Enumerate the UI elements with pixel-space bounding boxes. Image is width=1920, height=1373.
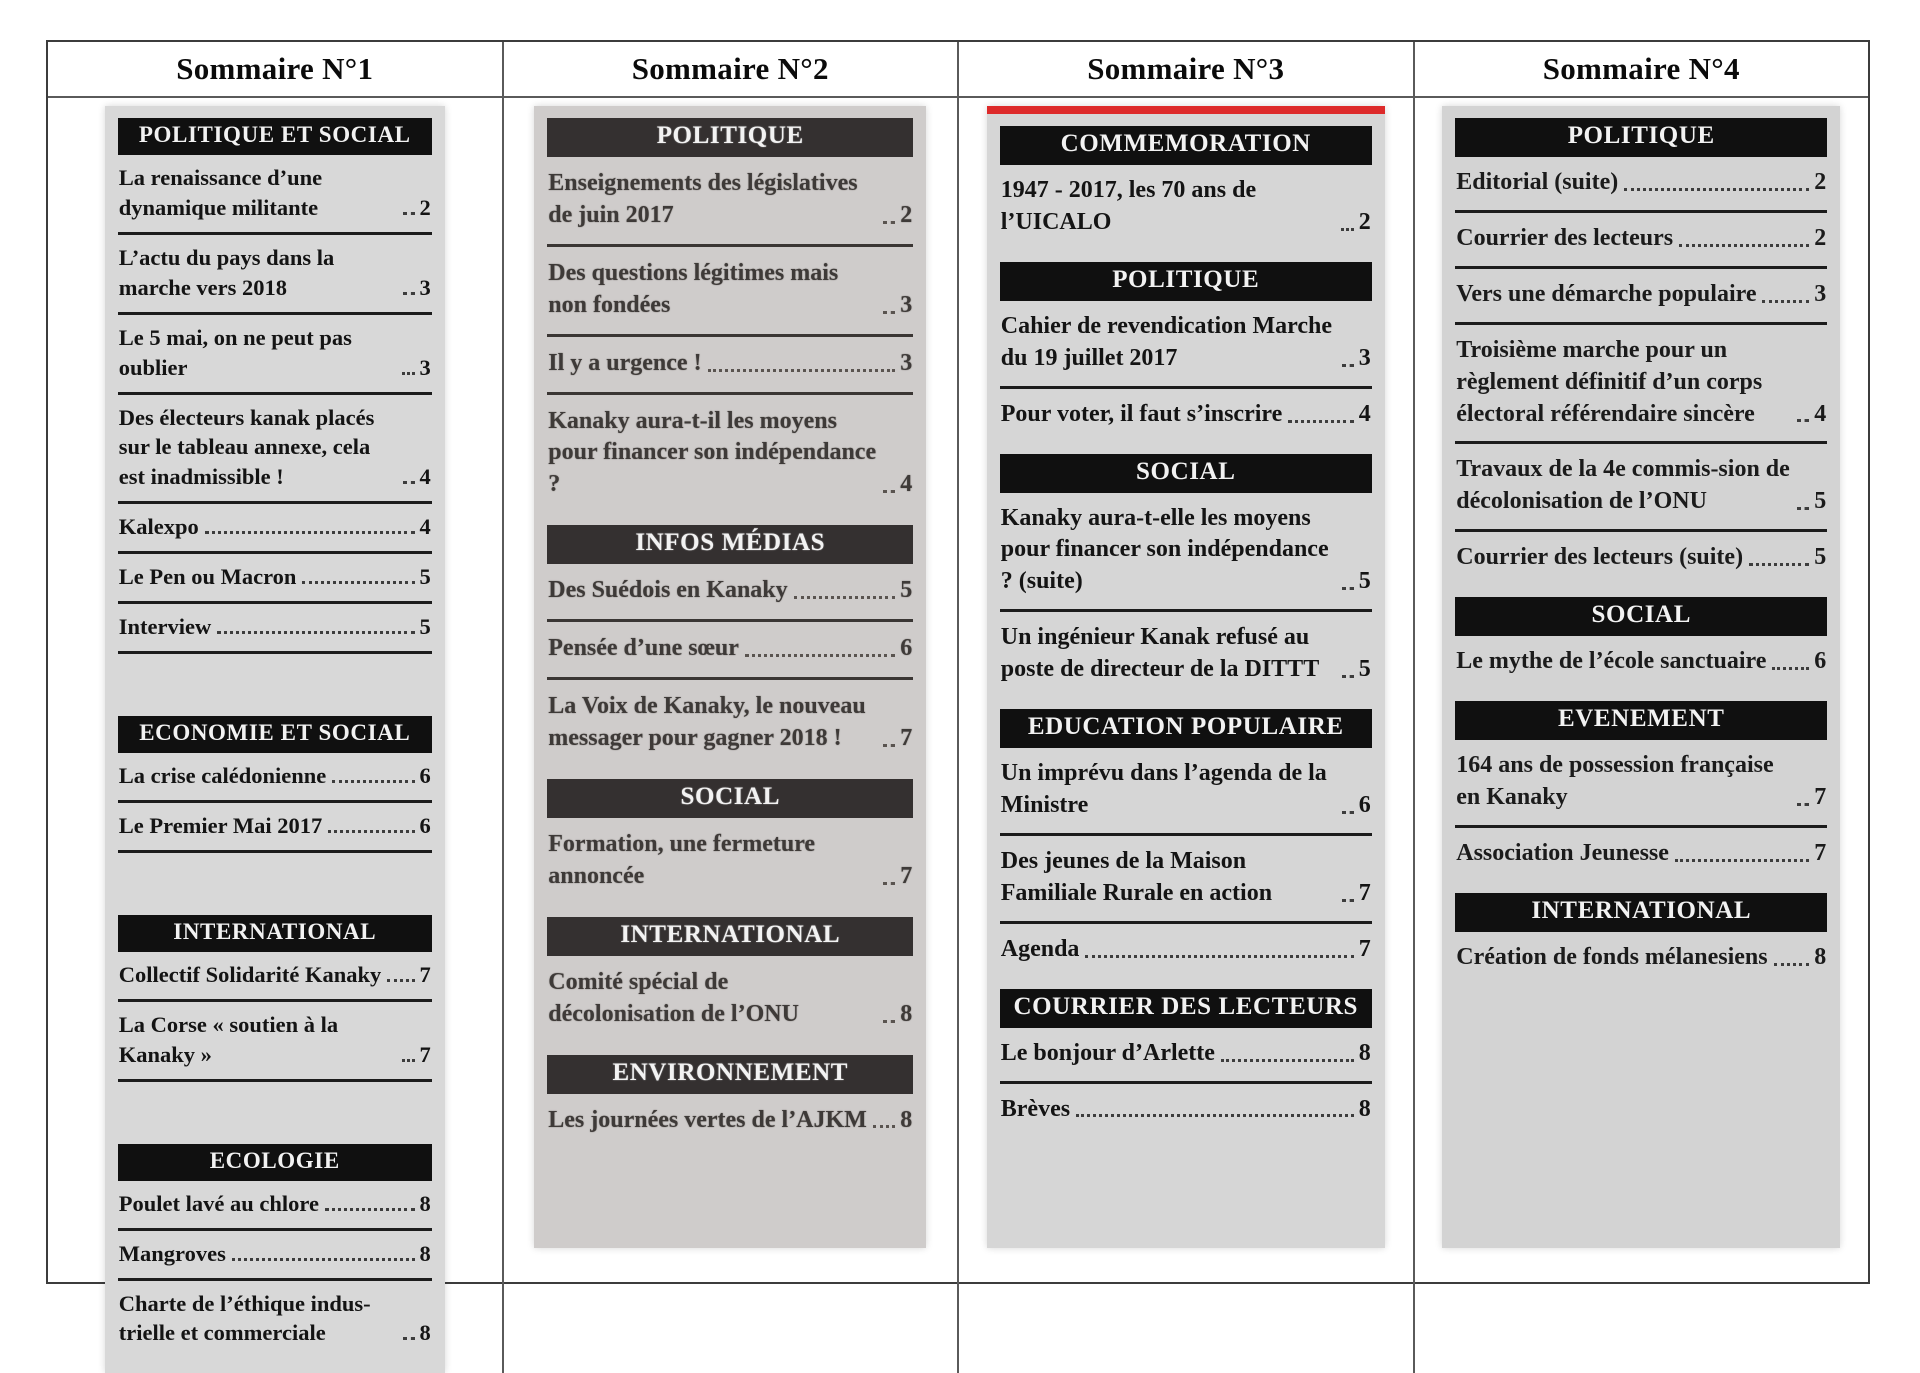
- toc-item-title: Formation, une fermeture annoncée: [548, 830, 816, 889]
- section: [1000, 989, 1372, 1137]
- dot-leader: [883, 490, 895, 493]
- dot-leader: [1675, 859, 1809, 862]
- section-header: EDUCATION POPULAIRE: [1000, 709, 1372, 748]
- page-number: 7: [1358, 935, 1371, 962]
- toc-item-title: Poulet lavé au chlore: [118, 1190, 319, 1216]
- toc-item-title: Un ingénieur Kanak refusé au poste de directeur de la DITTT: [1000, 624, 1320, 683]
- page-number: 6: [419, 763, 431, 789]
- toc-item-title: Interview: [118, 614, 212, 640]
- column-cell-4: [1415, 98, 1869, 1373]
- dot-leader: [794, 596, 896, 599]
- scan-box-1: [105, 106, 445, 1373]
- dot-leader: [708, 369, 896, 372]
- toc-item-title: Le bonjour d’Arlette: [1000, 1039, 1215, 1066]
- toc-item: [1455, 213, 1827, 269]
- page-number: 6: [1358, 791, 1371, 818]
- section-header: COMMEMORATION: [1000, 126, 1372, 165]
- page-number: 8: [419, 1320, 431, 1346]
- toc-item: [1455, 325, 1827, 445]
- page-number: 6: [1814, 648, 1827, 675]
- page-number: 3: [1814, 280, 1827, 307]
- toc-item-title: La Corse « soutien à la Kanaky »: [118, 1011, 339, 1067]
- dot-leader: [1221, 1059, 1354, 1062]
- toc-item: [118, 604, 432, 654]
- dot-leader: [325, 1208, 415, 1211]
- toc-item: [1000, 165, 1372, 250]
- section-header: COURRIER DES LECTEURS: [1000, 989, 1372, 1028]
- page-number: 7: [900, 724, 913, 751]
- dot-leader: [402, 1059, 414, 1062]
- page-number: 2: [900, 201, 913, 228]
- page-number: 5: [1358, 656, 1371, 683]
- page-number: 7: [1358, 879, 1371, 906]
- toc-item-title: L’actu du pays dans la marche vers 2018: [118, 244, 335, 300]
- section-header: POLITIQUE: [1455, 118, 1827, 157]
- section-header: POLITIQUE ET SOCIAL: [118, 118, 432, 155]
- toc-item: [547, 818, 913, 905]
- page-number: 7: [900, 862, 913, 889]
- dot-leader: [745, 654, 895, 657]
- section: [547, 917, 913, 1043]
- red-top-bar: [987, 106, 1385, 114]
- page-number: 4: [419, 464, 431, 490]
- page-number: 5: [1814, 488, 1827, 515]
- toc-item: [547, 395, 913, 514]
- page-number: 6: [900, 635, 913, 662]
- toc-item-title: Cahier de revendication Marche du 19 juillet 2017: [1000, 312, 1333, 371]
- page-number: 5: [419, 564, 431, 590]
- page-number: 7: [1814, 839, 1827, 866]
- dot-leader: [1342, 811, 1354, 814]
- toc-item: [118, 155, 432, 235]
- toc-item-title: Enseignements des législatives de juin 2017: [548, 170, 858, 228]
- toc-item: [1000, 1028, 1372, 1084]
- toc-item: [1000, 493, 1372, 613]
- dot-leader: [217, 631, 414, 634]
- page-number: 3: [900, 349, 913, 376]
- dot-leader: [403, 292, 415, 295]
- section: [1455, 118, 1827, 585]
- section: [1000, 454, 1372, 698]
- dot-leader: [1797, 803, 1809, 806]
- toc-item: [1455, 269, 1827, 325]
- dot-leader: [302, 581, 414, 584]
- page-number: 3: [419, 354, 431, 380]
- section: [1000, 709, 1372, 977]
- dot-leader: [1342, 364, 1354, 367]
- toc-item-title: Des Suédois en Kanaky: [548, 577, 788, 604]
- section: [547, 1055, 913, 1149]
- toc-item-title: Courrier des lecteurs: [1456, 224, 1674, 251]
- toc-item: [118, 1002, 432, 1082]
- toc-item: [118, 395, 432, 505]
- toc-item-title: Brèves: [1000, 1095, 1071, 1122]
- page-number: 5: [900, 577, 913, 604]
- section-header: INTERNATIONAL: [547, 917, 913, 956]
- section: [1000, 126, 1372, 250]
- toc-item: [1000, 924, 1372, 977]
- dot-leader: [332, 780, 414, 783]
- column-cell-3: [959, 98, 1415, 1373]
- page-number: 2: [1358, 208, 1371, 235]
- toc-item-title: Travaux de la 4e commis-sion de décolonisation de l’ONU: [1456, 456, 1790, 515]
- toc-item: [118, 235, 432, 315]
- toc-item-title: Création de fonds mélanesiens: [1456, 943, 1768, 970]
- page-number: 5: [419, 614, 431, 640]
- section: [1455, 597, 1827, 689]
- toc-item: [1000, 612, 1372, 697]
- dot-leader: [1797, 507, 1809, 510]
- toc-item: [1000, 301, 1372, 389]
- toc-item: [547, 157, 913, 247]
- toc-item-title: Le Pen ou Macron: [118, 564, 297, 590]
- dot-leader: [883, 882, 895, 885]
- page-number: 8: [900, 1106, 913, 1133]
- page-number: 2: [1814, 224, 1827, 251]
- section-header: ECOLOGIE: [118, 1144, 432, 1181]
- toc-item: [118, 1281, 432, 1358]
- scan-box-2: [534, 106, 926, 1248]
- section-header: INFOS MÉDIAS: [547, 525, 913, 564]
- toc-item: [1455, 932, 1827, 985]
- page-number: 7: [419, 961, 431, 987]
- toc-item: [1455, 157, 1827, 213]
- page-number: 5: [1358, 568, 1371, 595]
- table-header-row: [48, 42, 1868, 98]
- toc-item-title: Association Jeunesse: [1456, 839, 1669, 866]
- section: [547, 779, 913, 905]
- toc-item: [547, 622, 913, 680]
- toc-item-title: Pour voter, il faut s’inscrire: [1000, 400, 1283, 427]
- page-number: 8: [900, 1000, 913, 1027]
- toc-item-title: La renaissance d’une dynamique militante: [118, 165, 323, 220]
- toc-item-title: Des questions légitimes mais non fondées: [548, 259, 839, 318]
- toc-item: [118, 952, 432, 1002]
- section-header: ENVIRONNEMENT: [547, 1055, 913, 1094]
- toc-item-title: Pensée d’une sœur: [548, 635, 739, 662]
- section: [1000, 262, 1372, 442]
- dot-leader: [403, 1337, 415, 1340]
- toc-item: [1455, 636, 1827, 689]
- dot-leader: [387, 979, 414, 982]
- toc-item: [547, 680, 913, 767]
- toc-item: [1000, 1084, 1372, 1137]
- toc-item-title: Collectif Solidarité Kanaky: [118, 961, 382, 987]
- section: [118, 915, 432, 1082]
- dot-leader: [1342, 587, 1354, 590]
- page-number: 2: [419, 194, 431, 220]
- section: [118, 716, 432, 853]
- toc-item: [118, 504, 432, 554]
- section: [1455, 893, 1827, 985]
- dot-leader: [1749, 563, 1809, 566]
- toc-item-title: Kanaky aura-t-elle les moyens pour financer son indépendance ? (suite): [1000, 504, 1329, 595]
- toc-item-title: Le 5 mai, on ne peut pas oublier: [118, 324, 352, 380]
- dot-leader: [1772, 667, 1809, 670]
- page-number: 4: [1814, 400, 1827, 427]
- toc-item-title: 164 ans de possession française en Kanaky: [1456, 752, 1774, 810]
- toc-item-title: Les journées vertes de l’AJKM: [548, 1106, 867, 1133]
- toc-item-title: Le Premier Mai 2017: [118, 812, 323, 838]
- dot-leader: [883, 1020, 895, 1023]
- toc-item: [547, 956, 913, 1043]
- toc-item-title: Kalexpo: [118, 514, 199, 540]
- page-number: 6: [419, 812, 431, 838]
- toc-item-title: Un imprévu dans l’agenda de la Ministre: [1000, 760, 1327, 818]
- dot-leader: [1774, 963, 1810, 966]
- section: [118, 118, 432, 654]
- section: [547, 118, 913, 513]
- toc-item: [1000, 748, 1372, 836]
- dot-leader: [883, 221, 895, 224]
- toc-item-title: Kanaky aura-t-il les moyens pour financer son indépendance ?: [548, 407, 877, 498]
- dot-leader: [402, 372, 415, 375]
- section-header: SOCIAL: [547, 779, 913, 818]
- page-number: 3: [1358, 344, 1371, 371]
- toc-item: [118, 1231, 432, 1281]
- scan-box-4: [1442, 106, 1840, 1248]
- toc-item: [1000, 389, 1372, 442]
- section: [1455, 701, 1827, 881]
- dot-leader: [232, 1258, 415, 1261]
- dot-leader: [1342, 675, 1354, 678]
- section-header: EVENEMENT: [1455, 701, 1827, 740]
- dot-leader: [873, 1125, 895, 1128]
- header-cell-sommaire-1: Sommaire N°1: [48, 42, 504, 96]
- dot-leader: [205, 531, 415, 534]
- dot-leader: [1076, 1114, 1354, 1117]
- page-number: 2: [1814, 169, 1827, 195]
- scan-box-3: [987, 106, 1385, 1248]
- toc-item-title: 1947 - 2017, les 70 ans de l’UICALO: [1000, 177, 1257, 235]
- dot-leader: [1679, 244, 1809, 247]
- column-cell-1: [48, 98, 504, 1373]
- page-number: 8: [1358, 1039, 1371, 1066]
- toc-item-title: Troisième marche pour un règlement définitif d’un corps électoral référendaire sincère: [1456, 336, 1763, 427]
- page-number: 4: [419, 514, 431, 540]
- toc-item-title: Mangroves: [118, 1240, 226, 1266]
- page-number: 4: [1358, 400, 1371, 427]
- toc-item: [118, 803, 432, 853]
- toc-item: [118, 1181, 432, 1231]
- toc-item-title: Des électeurs kanak placés sur le tableau annexe, cela est inadmissible !: [118, 404, 375, 490]
- column-cell-2: [504, 98, 960, 1373]
- section-header: SOCIAL: [1455, 597, 1827, 636]
- page-number: 5: [1814, 544, 1827, 571]
- toc-item: [1455, 828, 1827, 881]
- table-body-row: [48, 98, 1868, 1373]
- page-number: 8: [1814, 943, 1827, 970]
- toc-item-title: Charte de l’éthique indus-trielle et commerciale: [118, 1290, 371, 1346]
- dot-leader: [1342, 899, 1354, 902]
- dot-leader: [1288, 420, 1353, 423]
- toc-item-title: Agenda: [1000, 935, 1080, 962]
- dot-leader: [1762, 300, 1809, 303]
- header-cell-sommaire-4: Sommaire N°4: [1542, 51, 1740, 86]
- section: [547, 525, 913, 767]
- dot-leader: [328, 830, 414, 833]
- page-number: 3: [900, 291, 913, 318]
- toc-item: [1455, 740, 1827, 828]
- dot-leader: [1797, 419, 1809, 422]
- page-number: 7: [1814, 783, 1827, 810]
- page-number: 8: [419, 1240, 431, 1266]
- toc-item: [1455, 532, 1827, 585]
- toc-item: [118, 554, 432, 604]
- page-number: 7: [419, 1041, 431, 1067]
- dot-leader: [883, 311, 895, 314]
- section-header: ECONOMIE ET SOCIAL: [118, 716, 432, 753]
- toc-item-title: Comité spécial de décolonisation de l’ONU: [548, 968, 799, 1027]
- toc-item-title: Courrier des lecteurs (suite): [1456, 544, 1744, 571]
- toc-item-title: Le mythe de l’école sanctuaire: [1456, 648, 1767, 675]
- dot-leader: [403, 481, 415, 484]
- toc-item-title: Vers une démarche populaire: [1456, 280, 1757, 307]
- toc-item: [547, 247, 913, 337]
- toc-item: [118, 315, 432, 395]
- page-number: 8: [419, 1190, 431, 1216]
- section-header: POLITIQUE: [547, 118, 913, 157]
- header-cell-sommaire-2: Sommaire N°2: [504, 42, 960, 96]
- sommaire-table: [46, 40, 1870, 1346]
- section-header: POLITIQUE: [1000, 262, 1372, 301]
- toc-item: [547, 337, 913, 395]
- page-number: 4: [900, 471, 913, 498]
- dot-leader: [883, 744, 895, 747]
- toc-item-title: La crise calédonienne: [118, 763, 327, 789]
- section-header: INTERNATIONAL: [1455, 893, 1827, 932]
- toc-item: [118, 753, 432, 803]
- page-number: 8: [1358, 1095, 1371, 1122]
- toc-item-title: Il y a urgence !: [548, 349, 702, 376]
- dot-leader: [403, 212, 415, 215]
- section: [118, 1144, 432, 1358]
- toc-item: [547, 564, 913, 622]
- section-header: INTERNATIONAL: [118, 915, 432, 952]
- section-header: SOCIAL: [1000, 454, 1372, 493]
- toc-item: [547, 1094, 913, 1149]
- header-cell-sommaire-3: Sommaire N°3: [959, 42, 1415, 96]
- dot-leader: [1085, 955, 1353, 958]
- toc-item-title: Des jeunes de la Maison Familiale Rurale en action: [1000, 847, 1273, 906]
- toc-item-title: Editorial (suite): [1456, 169, 1619, 195]
- toc-item: [1000, 836, 1372, 924]
- dot-leader: [1624, 188, 1809, 191]
- toc-item-title: La Voix de Kanaky, le nouveau messager pour gagner 2018 !: [548, 693, 866, 751]
- toc-item: [1455, 444, 1827, 532]
- page-number: 3: [419, 274, 431, 300]
- dot-leader: [1341, 228, 1354, 231]
